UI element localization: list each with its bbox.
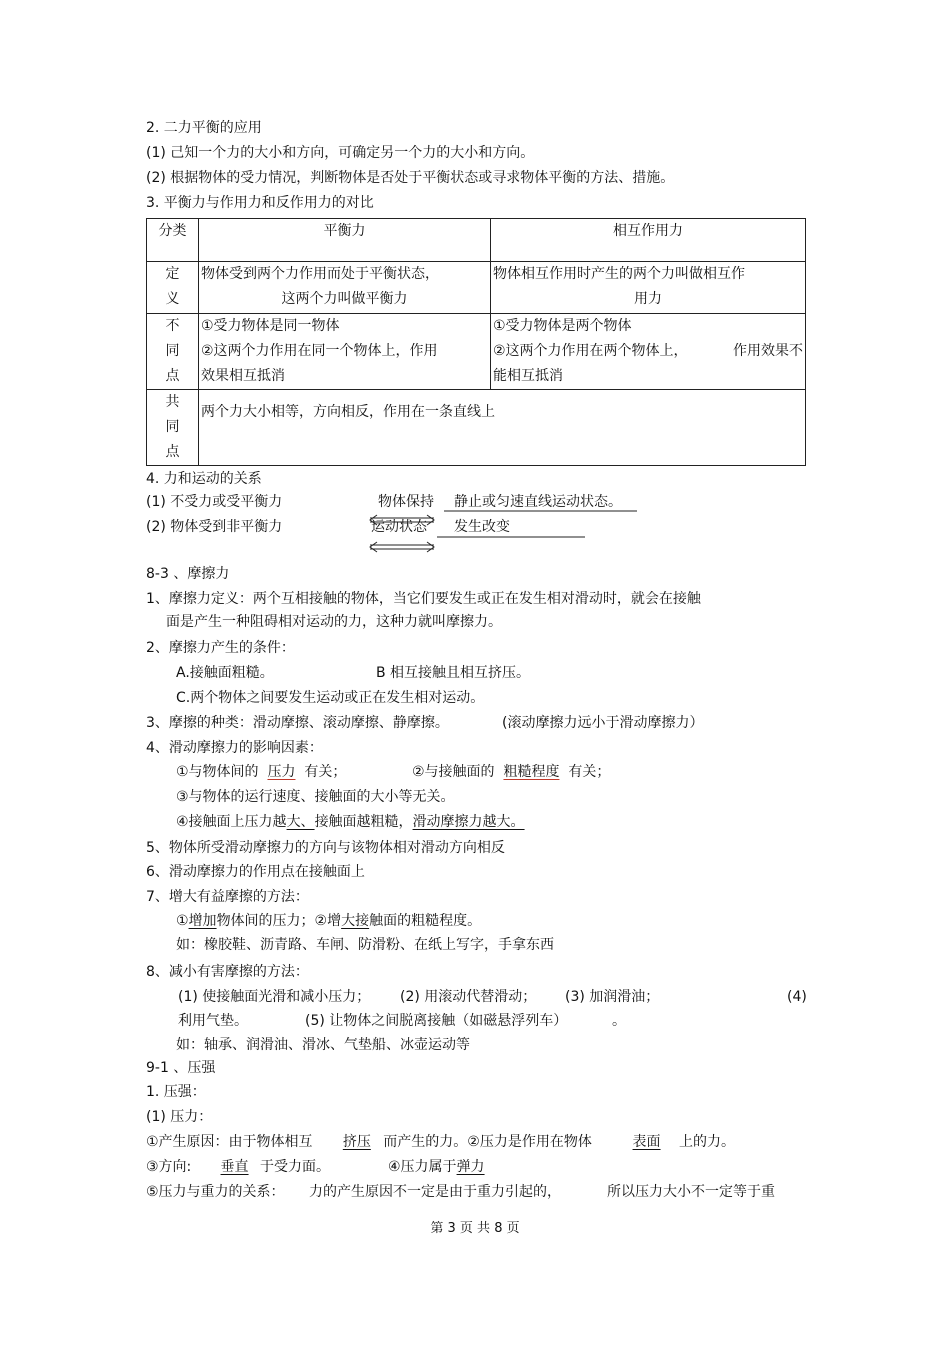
friction-p4: 4、滑动摩擦力的影响因素： [146,740,323,756]
text: 而产生的力。②压力是作用在物体 [383,1134,592,1150]
friction-p2c: C.两个物体之间要发生运动或正在发生相对运动。 [176,690,485,706]
friction-p6: 6、滑动摩擦力的作用点在接触面上 [146,864,365,880]
sec4-item1-mid: 物体保持 [378,494,434,510]
cell-common [199,390,806,466]
friction-p8-4: (4) [787,989,807,1005]
blank-answer: 垂直 [220,1159,249,1175]
cell-line [493,339,803,364]
friction-p3-note: (滚动摩擦力远小于滑动摩擦力） [502,715,704,731]
friction-p3: 3、摩擦的种类：滑动摩擦、滚动摩擦、静摩擦。 [146,715,449,731]
header-balance: 平衡力 [199,219,491,262]
friction-p4-1 [176,762,346,782]
text: ①产生原因：由于物体相互 [146,1134,313,1150]
underline [437,536,587,540]
double-arrow-icon [369,541,435,553]
blank-answer: 挤压 [342,1134,371,1150]
text: 上的力。 [679,1134,735,1150]
blank-answer: 压力 [267,764,296,780]
text: ① [176,913,189,929]
header-category: 分类 [147,219,199,262]
text: ④压力属于 [388,1159,457,1175]
friction-p2a: A.接触面粗糙。 [176,665,274,681]
sec2-title: 2. 二力平衡的应用 [146,120,262,136]
pressure-l2d [388,1157,493,1177]
header-mutual: 相互作用力 [491,219,806,262]
text: 有关； [304,764,347,780]
text: 物体间的压力；②增 [216,913,342,929]
cell-line: 效果相互抵消 [201,368,285,384]
friction-p8b: 如：轴承、润滑油、滑冰、气垫船、冰壶运动等 [176,1037,470,1053]
sec2-item2: (2) 根据物体的受力情况，判断物体是否处于平衡状态或寻求物体平衡的方法、措施。 [146,170,675,186]
cell-line: 这两个力叫做平衡力 [281,291,408,307]
pressure-s2: (1) 压力： [146,1109,213,1125]
table-row-definition [147,262,806,314]
cell-line: 用力 [634,291,662,307]
friction-p8-3: (3) 加润滑油； [565,989,660,1005]
friction-p7: 7、增大有益摩擦的方法： [146,889,309,905]
pressure-heading: 9-1 、压强 [146,1060,216,1076]
table-header-row [147,219,806,262]
cell-line: ①受力物体是两个物体 [493,318,632,334]
sec3-title: 3. 平衡力与作用力和反作用力的对比 [146,195,374,211]
friction-p8-7: 。 [612,1013,626,1029]
cell-line: 能相互抵消 [493,368,563,384]
sec2-item1: (1) 己知一个力的大小和方向，可确定另一个力的大小和方向。 [146,145,535,161]
friction-p8-2: (2) 用滚动代替滑动； [400,989,537,1005]
friction-p7b: 如：橡胶鞋、沥青路、车闸、防滑粉、在纸上写字，手拿东西 [176,937,554,953]
friction-p8-5: 利用气垫。 [178,1013,248,1029]
friction-p1a: 1、摩擦力定义：两个互相接触的物体，当它们要发生或正在发生相对滑动时，就会在接触 [146,591,701,607]
text: ①与物体间的 [176,764,259,780]
blank-answer: 大、 [286,814,315,830]
text: ②与接触面的 [412,764,495,780]
blank-answer: 表面 [632,1134,661,1150]
comparison-table [146,218,806,466]
page-footer: 第 3 页 共 8 页 [430,1221,520,1236]
friction-heading: 8-3 、摩擦力 [146,566,230,582]
row-label-common: 共 同 点 [147,390,199,466]
cell-def-balance [199,262,491,314]
table-row-common [147,390,806,466]
sec4-item2-result: 发生改变 [454,519,510,535]
pressure-l2 [146,1157,330,1177]
blank-answer: 滑动摩擦力越大。 [412,814,525,830]
cell-line: 两个力大小相等，方向相反，作用在一条直线上 [201,404,495,420]
row-label-definition: 定 义 [147,262,199,314]
friction-p8-6: (5) 让物体之间脱离接触（如磁悬浮列车） [305,1013,568,1029]
pressure-l3b: 力的产生原因不一定是由于重力引起的， [309,1184,561,1200]
cell-line: 物体受到两个力作用而处于平衡状态， [201,266,439,282]
text: ③方向: [146,1159,192,1175]
sec4-item1-result: 静止或匀速直线运动状态。 [454,494,622,510]
cell-text: ②这两个力作用在两个物体上， [493,343,688,359]
sec4-item2: (2) 物体受到非平衡力 [146,519,283,535]
text: 接触面越粗糙， [314,814,413,830]
blank-answer: 弹力 [456,1159,485,1175]
underline [444,510,639,514]
sec4-item1: (1) 不受力或受平衡力 [146,494,283,510]
friction-p8-1: (1) 使接触面光滑和减小压力； [178,989,371,1005]
friction-p7a [176,911,481,931]
blank-answer: 大接 [341,913,370,929]
cell-diff-balance [199,314,491,390]
text: 有关； [568,764,611,780]
friction-p8: 8、减小有害摩擦的方法： [146,964,309,980]
pressure-s1: 1. 压强： [146,1084,206,1100]
friction-p5: 5、物体所受滑动摩擦力的方向与该物体相对滑动方向相反 [146,840,505,856]
row-label-difference: 不 同 点 [147,314,199,390]
pressure-l3a: ⑤压力与重力的关系： [146,1184,285,1200]
friction-p2: 2、摩擦力产生的条件： [146,640,295,656]
text: 于受力面。 [260,1159,330,1175]
friction-p1b: 面是产生一种阻碍相对运动的力，这种力就叫摩擦力。 [166,614,502,630]
blank-answer: 粗糙程度 [503,764,560,780]
friction-p4-4 [176,812,525,832]
cell-text: 作用效果不 [733,343,803,359]
double-arrow-icon [369,514,435,526]
friction-p4-2 [412,762,610,782]
table-row-difference [147,314,806,390]
cell-line: ①受力物体是同一物体 [201,318,340,334]
cell-diff-mutual [491,314,806,390]
pressure-l3c: 所以压力大小不一定等于重 [607,1184,775,1200]
friction-p2b: B 相互接触且相互挤压。 [376,665,531,681]
sec4-item2-mid: 运动状态 [371,519,427,535]
cell-line: ②这两个力作用在同一个物体上，作用 [201,343,438,359]
cell-def-mutual [491,262,806,314]
sec4-title: 4. 力和运动的关系 [146,471,262,487]
friction-p4-3: ③与物体的运行速度、接触面的大小等无关。 [176,789,455,805]
text: ④接触面上压力越 [176,814,287,830]
text: 触面的粗糙程度。 [369,913,482,929]
blank-answer: 增加 [188,913,217,929]
pressure-l1 [146,1132,735,1152]
cell-line: 物体相互作用时产生的两个力叫做相互作 [493,266,745,282]
